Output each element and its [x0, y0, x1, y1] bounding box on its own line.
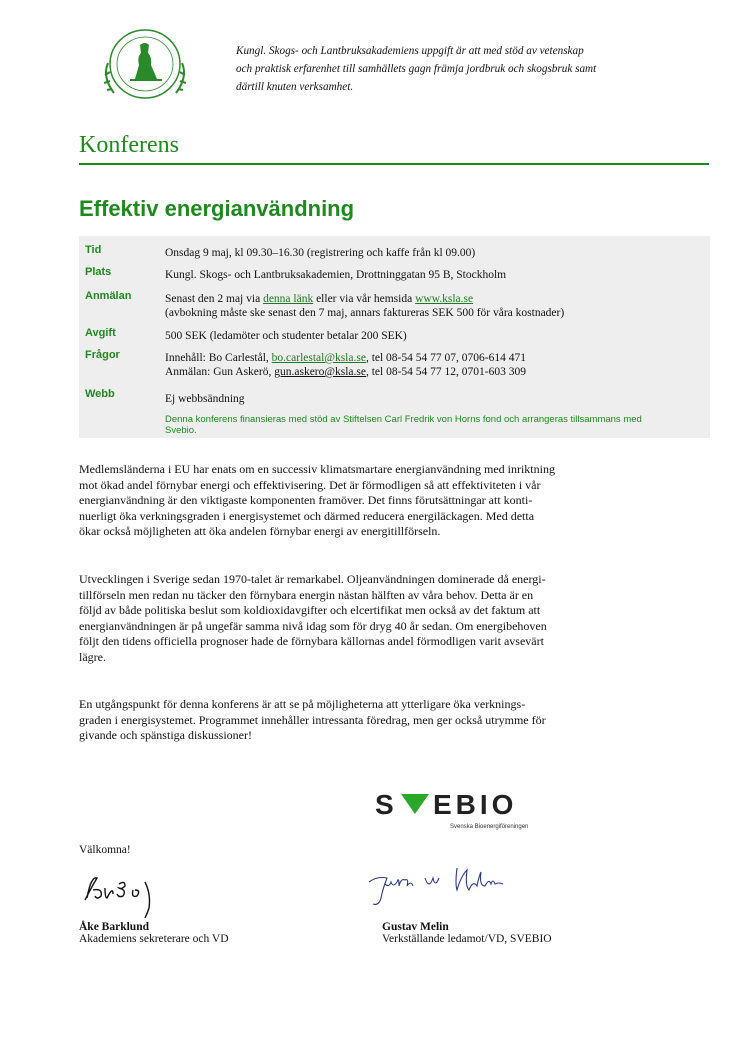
- section-title: Konferens: [79, 132, 179, 158]
- signature-melin: [365, 858, 555, 914]
- website-link[interactable]: www.ksla.se: [415, 293, 474, 305]
- email-link-carlestal[interactable]: bo.carlestal@ksla.se: [271, 352, 366, 364]
- paragraph: [79, 462, 709, 540]
- value-avgift: 500 SEK (ledamöter och studenter betalar 200 SEK): [165, 330, 407, 342]
- signer-block-2: [382, 921, 552, 945]
- registration-link[interactable]: denna länk: [263, 293, 314, 305]
- text-line: Medlemsländerna i EU har enats om en successiv klimatsmartare energianvändning med inriktning: [79, 462, 555, 476]
- signer-role: Verkställande ledamot/VD, SVEBIO: [382, 933, 552, 945]
- anmalan-text: eller via vår hemsida: [313, 293, 416, 305]
- welcome-text: Välkomna!: [79, 844, 131, 856]
- cancellation-note: (avbokning måste ske senast den 7 maj, annars faktureras SEK 500 för våra kostnader): [165, 307, 565, 319]
- mission-line: Kungl. Skogs- och Lantbruksakademiens uppgift är att med stöd av vetenskap: [236, 45, 584, 57]
- signer-name: Åke Barklund: [79, 921, 149, 933]
- text-line: mot ökad andel förnybar energi och effektivisering. Det är förmodligen så att effektiviteten i vår: [79, 477, 541, 492]
- value-plats: Kungl. Skogs- och Lantbruksakademien, Drottninggatan 95 B, Stockholm: [165, 269, 507, 281]
- section-divider: [79, 163, 709, 165]
- paragraph: [79, 572, 709, 665]
- contact-text: , tel 08-54 54 77 07, 0706-614 471: [365, 352, 526, 364]
- label-anmalan: Anmälan: [85, 290, 132, 302]
- contact-text: Innehåll: Bo Carlestål,: [165, 352, 272, 364]
- value-anmalan: [165, 292, 705, 320]
- signer-name: Gustav Melin: [382, 921, 449, 933]
- contact-text: , tel 08-54 54 77 12, 0701-603 309: [365, 366, 526, 378]
- value-webb: Ej webbsändning: [165, 393, 245, 405]
- signer-block-1: [79, 921, 229, 945]
- svebio-logo: [375, 788, 580, 833]
- svg-text:EBIO: EBIO: [433, 789, 518, 820]
- text-line: Utvecklingen i Sverige sedan 1970-talet är remarkabel. Oljeanvändningen dominerade då energi-: [79, 572, 546, 586]
- label-avgift: Avgift: [85, 327, 116, 339]
- paragraph: [79, 697, 709, 744]
- text-line: följd av både politiska beslut som koldioxidavgifter och elcertifikat men också av det faktum att: [79, 603, 541, 617]
- text-line: energianvändning är den viktigaste komponenten framöver. Det finns förutsättningar att konti-: [79, 493, 533, 507]
- value-tid: Onsdag 9 maj, kl 09.30–16.30 (registrering och kaffe från kl 09.00): [165, 247, 476, 259]
- text-line: tillförseln men redan nu täcker den förnybara energin nästan hälften av våra behov. Detta är en: [79, 587, 534, 602]
- signer-role: Akademiens sekreterare och VD: [79, 933, 229, 945]
- anmalan-text: Senast den 2 maj via: [165, 293, 264, 305]
- event-info-box: [79, 236, 710, 438]
- text-line: lägre.: [79, 649, 106, 664]
- svg-text:S: S: [375, 789, 397, 820]
- label-fragor: Frågor: [85, 349, 120, 361]
- text-line: nuerligt öka verkningsgraden i energisystemet och därmed reducera energiläckagen. Med detta: [79, 508, 535, 523]
- label-webb: Webb: [85, 388, 115, 400]
- funding-note: Denna konferens finansieras med stöd av Stiftelsen Carl Fredrik von Horns fond och arrangeras tillsammans med Svebio.: [165, 414, 642, 436]
- label-plats: Plats: [85, 266, 112, 278]
- mission-line: och praktisk erfarenhet till samhällets gagn främja jordbruk och skogsbruk samt: [236, 63, 597, 75]
- text-line: följt den tidens officiella prognoser hade de förnybara källornas andel förmodligen varit avsevärt: [79, 634, 544, 648]
- text-line: graden i energisystemet. Programmet innehåller intressanta föredrag, men ger också utrymme för: [79, 712, 546, 727]
- academy-seal-logo: [100, 23, 190, 105]
- signature-barklund: [79, 868, 179, 918]
- text-line: energianvändningen är på ungefär samma nivå idag som för dryg 40 år sedan. Om energibehoven: [79, 618, 547, 633]
- svebio-tagline: Svenska Bioenergiföreningen: [450, 824, 529, 830]
- email-link-askero[interactable]: gun.askero@ksla.se: [274, 366, 366, 378]
- label-tid: Tid: [85, 244, 102, 256]
- mission-statement: [236, 42, 706, 96]
- mission-line: därtill knuten verksamhet.: [236, 81, 354, 93]
- contact-text: Anmälan: Gun Askerö,: [165, 366, 275, 378]
- text-line: ökar också möjligheten att öka andelen förnybar energi av energitillförseln.: [79, 524, 441, 538]
- page-title: Effektiv energianvändning: [79, 196, 355, 221]
- text-line: givande och spänstiga diskussioner!: [79, 728, 252, 742]
- text-line: En utgångspunkt för denna konferens är att se på möjligheterna att ytterligare öka verknings-: [79, 697, 526, 711]
- value-fragor: [165, 351, 705, 379]
